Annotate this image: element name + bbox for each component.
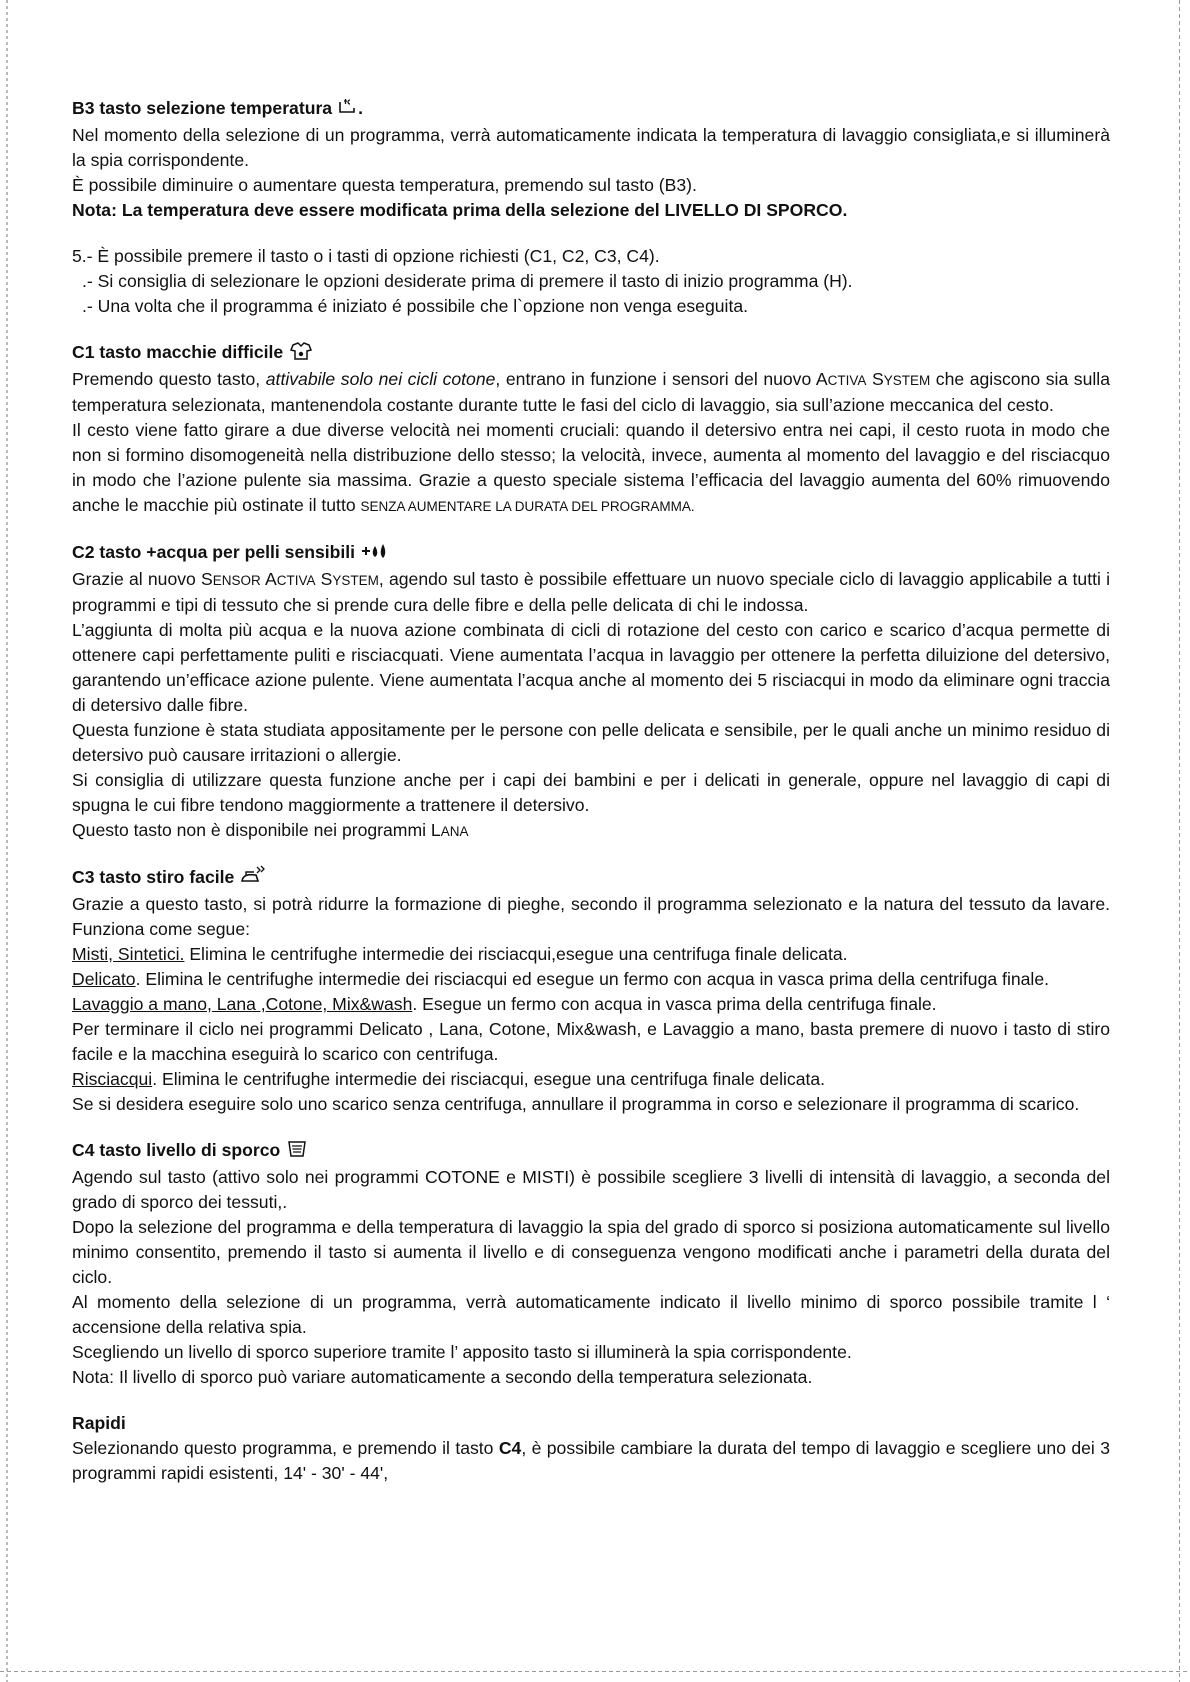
section-c3-misti-label: Misti, Sintetici.: [72, 944, 185, 964]
section-c3-risciacqui-label: Risciacqui: [72, 1069, 153, 1089]
section-c1-p2: [72, 418, 1110, 519]
section-c2-title: C2 tasto +acqua per pelli sensibili: [72, 542, 356, 562]
section-c3-p3: Se si desidera eseguire solo uno scarico senza centrifuga, annullare il programma in corso e selezionare il programma di scarico.: [72, 1094, 1080, 1114]
section-step5: [72, 244, 1110, 319]
section-c3-risciacqui: [72, 1067, 1110, 1092]
section-b3: [72, 96, 1110, 223]
section-b3-p2: È possibile diminuire o aumentare questa temperatura, premendo sul tasto (B3).: [72, 175, 697, 195]
list-item: .- Una volta che il programma é iniziato é possibile che l`opzione non venga eseguita.: [82, 296, 749, 316]
section-b3-note: Nota: La temperatura deve essere modificata prima della selezione del LIVELLO DI SPORCO.: [72, 200, 848, 220]
section-c3-heading: [72, 865, 1110, 892]
brand-system-initial: S: [315, 569, 333, 589]
section-rapidi-p1: [72, 1436, 1110, 1486]
brand-system-initial: S: [866, 369, 884, 389]
step5-text: 5.- È possibile premere il tasto o i tasti di opzione richiesti (C1, C2, C3, C4).: [72, 246, 660, 266]
section-c2: [72, 540, 1110, 844]
section-c4: [72, 1138, 1110, 1390]
brand-system-rest: YSTEM: [332, 573, 379, 588]
brand-sensor-initial: S: [201, 569, 213, 589]
page-edge-right: [1179, 0, 1180, 1682]
section-c1-p1-c: che agiscono sia sulla temperatura selezionata, mantenendola costante durante tutte le fasi del ciclo di lavaggio, sia sull’azione meccanica del cesto.: [72, 369, 1110, 415]
section-c1-p1: [72, 367, 1110, 418]
section-c4-title: C4 tasto livello di sporco: [72, 1140, 281, 1160]
section-c2-heading: [72, 540, 1110, 567]
section-b3-title: B3 tasto selezione temperatura: [72, 98, 333, 118]
section-c3-p1: Grazie a questo tasto, si potrà ridurre la formazione di pieghe, secondo il programma selezionato e la natura del tessuto da lavare. Funziona come segue:: [72, 894, 1110, 939]
section-c2-p1-a: Grazie al nuovo: [72, 569, 201, 589]
section-c4-p5: Nota: Il livello di sporco può variare automaticamente a secondo della temperatura selezionata.: [72, 1367, 813, 1387]
section-c4-p3: Al momento della selezione di un programma, verrà automaticamente indicato il livello minimo di sporco possibile tramite l ‘ accensione della relativa spia.: [72, 1292, 1110, 1337]
section-c3-delicato-text: . Elimina le centrifughe intermedie dei risciacqui ed esegue un fermo con acqua in vasca prima della centrifuga finale.: [135, 969, 1050, 989]
brand-activa-rest: CTIVA: [276, 573, 316, 588]
section-c1-title: C1 tasto macchie difficile: [72, 342, 284, 362]
section-c3-risciacqui-text: . Elimina le centrifughe intermedie dei risciacqui, esegue una centrifuga finale delicata.: [152, 1069, 826, 1089]
section-c4-heading: [72, 1138, 1110, 1165]
brand-activa-initial: A: [260, 569, 277, 589]
section-c1: [72, 340, 1110, 519]
section-c2-p5: [72, 818, 1110, 844]
section-rapidi: [72, 1411, 1110, 1486]
section-c1-p2-smallcaps: SENZA AUMENTARE LA DURATA DEL PROGRAMMA.: [360, 499, 695, 514]
section-c1-p1-italic: attivabile solo nei cicli cotone: [265, 369, 496, 389]
brand-activa-initial: A: [815, 369, 828, 389]
section-c3-misti-text: Elimina le centrifughe intermedie dei risciacqui,esegue una centrifuga finale delicata.: [184, 944, 848, 964]
temperature-icon: [338, 98, 358, 123]
section-c3-p2: Per terminare il ciclo nei programmi Delicato , Lana, Cotone, Mix&wash, e Lavaggio a mano, basta premere di nuovo i tasto di stiro facile e la macchina eseguirà lo scarico con centrifuga.: [72, 1019, 1110, 1064]
section-c1-p2-a: Il cesto viene fatto girare a due diverse velocità nei momenti cruciali: quando il detersivo entra nei capi, il cesto ruota in modo che non si formino disomogeneità nella distribuzione dello stesso; la velocità, invece, aumenta al momento del lavaggio e del risciacquo in modo che l’azione pulente sia massima. Grazie a questo speciale sistema l’efficacia del lavaggio aumenta del 60% rimuovendo anche le macchie più ostinate il tutto: [72, 420, 1110, 515]
section-c2-p5-a: Questo tasto non è disponibile nei programmi: [72, 820, 431, 840]
section-c3: [72, 865, 1110, 1117]
brand-system-rest: YSTEM: [883, 373, 931, 388]
stain-shirt-icon: [289, 342, 313, 367]
list-item: .- Si consiglia di selezionare le opzioni desiderate prima di premere il tasto di inizio programma (H).: [82, 271, 853, 291]
brand-activa-rest: CTIVA: [827, 373, 867, 388]
section-c3-lavaggio: [72, 992, 1110, 1017]
step5-list: [72, 269, 1110, 319]
page-edge-bottom: [0, 1671, 1190, 1672]
section-c2-p1-b: , agendo sul tasto è possibile effettuare un nuovo speciale ciclo di lavaggio applicabile a tutti i programmi e tipi di tessuto che si prende cura delle fibre e della pelle delicata di chi le indossa.: [72, 569, 1110, 615]
section-c2-p2: L’aggiunta di molta più acqua e la nuova azione combinata di cicli di rotazione del cesto con carico e scarico d’acqua permette di ottenere capi perfettamente puliti e risciacquati. Viene aumentata l’acqua in lavaggio per ottenere la perfetta diluizione del detersivo, garantendo un’efficace azione pulente. Viene aumentata l’acqua anche al momento dei 5 risciacqui in modo da eliminare ogni traccia di detersivo dalle fibre.: [72, 620, 1110, 715]
section-c4-p4: Scegliendo un livello di sporco superiore tramite l’ apposito tasto si illuminerà la spia corrispondente.: [72, 1342, 852, 1362]
page-edge-left: [6, 0, 8, 1682]
section-c3-delicato: [72, 967, 1110, 992]
section-rapidi-c4: C4: [498, 1438, 522, 1458]
section-b3-title-end: .: [358, 98, 363, 118]
easy-iron-icon: [240, 865, 266, 892]
section-c1-p1-a: Premendo questo tasto,: [72, 369, 266, 389]
section-rapidi-title: Rapidi: [72, 1413, 126, 1433]
soil-level-icon: [286, 1140, 308, 1165]
section-rapidi-p1-a: Selezionando questo programma, e premendo il tasto: [72, 1438, 499, 1458]
plus-water-drops-icon: [361, 542, 389, 567]
section-c3-lavaggio-label: Lavaggio a mano, Lana ,Cotone, Mix&wash: [72, 994, 413, 1014]
manual-page: [72, 96, 1110, 1486]
section-c2-p3: Questa funzione è stata studiata appositamente per le persone con pelle delicata e sensibile, per le quali anche un minimo residuo di detersivo può causare irritazioni o allergie.: [72, 720, 1110, 765]
section-c2-p1: [72, 567, 1110, 618]
section-c3-lavaggio-text: . Esegue un fermo con acqua in vasca prima della centrifuga finale.: [412, 994, 937, 1014]
section-c2-p5-lana-initial: L: [430, 820, 441, 840]
section-c4-p1: Agendo sul tasto (attivo solo nei programmi COTONE e MISTI) è possibile scegliere 3 livelli di intensità di lavaggio, a seconda del grado di sporco dei tessuti,.: [72, 1167, 1110, 1212]
section-c3-misti: [72, 942, 1110, 967]
section-b3-heading: [72, 96, 1110, 123]
brand-sensor-rest: ENSOR: [212, 573, 261, 588]
section-c1-heading: [72, 340, 1110, 367]
section-c3-title: C3 tasto stiro facile: [72, 867, 235, 887]
section-rapidi-p1-c: , è possibile cambiare la durata del tempo di lavaggio e scegliere uno dei 3 programmi rapidi esistenti, 14' - 30' - 44',: [72, 1438, 1110, 1483]
section-c4-p2: Dopo la selezione del programma e della temperatura di lavaggio la spia del grado di sporco si posiziona automaticamente sul livello minimo consentito, premendo il tasto si aumenta il livello e di conseguenza vengono modificati anche i parametri della durata del ciclo.: [72, 1217, 1110, 1287]
section-c2-p5-lana-rest: ANA: [440, 824, 469, 839]
section-c1-p1-b: , entrano in funzione i sensori del nuovo: [495, 369, 816, 389]
section-c3-delicato-label: Delicato: [72, 969, 136, 989]
section-c2-p4: Si consiglia di utilizzare questa funzione anche per i capi dei bambini e per i delicati in generale, oppure nel lavaggio di capi di spugna le cui fibre tendono maggiormente a trattenere il detersivo.: [72, 770, 1110, 815]
section-b3-p1: Nel momento della selezione di un programma, verrà automaticamente indicata la temperatura di lavaggio consigliata,e si illuminerà la spia corrispondente.: [72, 125, 1110, 170]
